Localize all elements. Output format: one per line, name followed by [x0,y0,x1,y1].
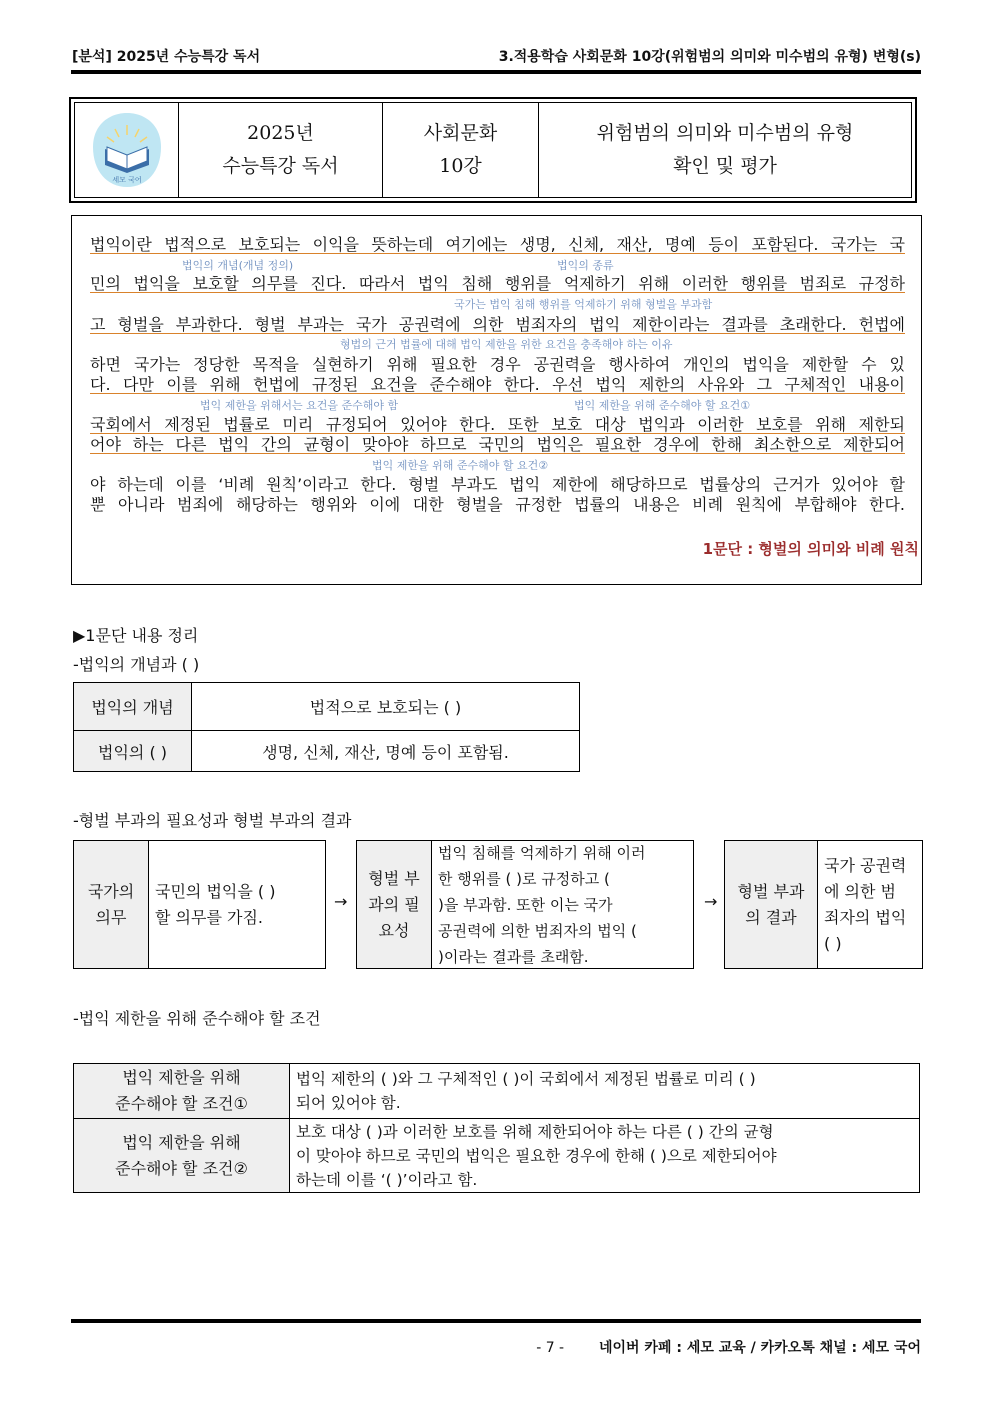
title-box [69,97,917,203]
page-number: - 7 - [536,1340,565,1356]
passage-line: 하면 국가는 정당한 목적을 실현하기 위해 필요한 경우 공권력을 행사하여 개인의 법익을 제한할 수 있 [90,355,905,374]
condition2-label: 법익 제한을 위해 준수해야 할 조건② [74,1119,290,1193]
annotation: 법익 제한을 위해 준수해야 할 요건① [574,399,751,412]
passage-line: 어야 하는 다른 법익 간의 균형이 맞아야 하므로 국민의 법익은 필요한 경우에 한해 최소한으로 제한되어 [90,435,905,454]
flow-text: 국민의 법익을 ( ) 할 의무를 가짐. [155,881,276,927]
logo-cell [75,103,179,197]
annotation: 법익의 종류 [557,259,614,272]
title-cell-topic [539,103,911,197]
annotation: 국가는 법익 침해 행위를 억제하기 위해 형벌을 부과함 [454,298,713,311]
title-cell-book [179,103,383,197]
header-left: [분석] 2025년 수능특강 독서 [72,49,261,65]
flow-text: 국가 공권력 에 의한 범 죄자의 법익 ( ) [824,855,907,953]
footer [536,1337,921,1357]
flow-text: 법익 침해를 억제하기 위해 이러 한 행위를 ( )로 규정하고 ( )을 부과함. 또한 이는 국가 공권력에 의한 범죄자의 법익 ( )이라는 결과를 초래함. [438,843,646,966]
summary-heading: ▶1문단 내용 정리 [73,626,199,645]
flow-label: 형벌 부과 의 결과 [725,841,818,968]
title-cell-lesson [383,103,539,197]
passage-line: 다. 다만 이를 위해 헌법에 규정된 요건을 준수해야 한다. 우선 법익 제한의 사유와 그 구체적인 내용이 [90,375,905,394]
conditions-table [73,1063,920,1193]
passage-line: 법익이란 법적으로 보호되는 이익을 뜻하는데 여기에는 생명, 신체, 재산, 명예 등이 포함된다. 국가는 국 [90,235,905,254]
footer-text: 네이버 카페 : 세모 교육 / 카카오톡 채널 : 세모 국어 [598,1340,921,1356]
flow-box-duty [73,840,326,969]
flow-label: 국가의 의무 [74,841,149,968]
type-value: 생명, 신체, 재산, 명예 등이 포함됨. [192,731,580,772]
arrow-icon: → [334,892,348,911]
section-title-penalty: -형벌 부과의 필요성과 형벌 부과의 결과 [73,811,352,830]
passage-line: 국회에서 제정된 법률로 미리 규정되어 있어야 한다. 또한 보호 대상 법익과 이러한 보호를 위해 제한되 [90,415,905,434]
section-title-conditions: -법익 제한을 위해 준수해야 할 조건 [73,1009,321,1028]
arrow-icon: → [704,892,718,911]
flow-box-necessity [356,840,694,969]
annotation: 법익의 개념(개념 정의) [182,259,294,272]
passage-box [71,215,922,585]
concept-table [73,682,580,772]
passage-line: 뿐 아니라 범죄에 해당하는 행위와 이에 대한 형벌을 규정한 법률의 내용은 비례 원칙에 부합해야 한다. [90,495,905,514]
title-book: 수능특강 독서 [222,155,339,177]
type-label: 법익의 ( ) [74,731,192,772]
flow-label: 형벌 부 과의 필 요성 [357,841,432,968]
top-rule [71,70,921,74]
title-review: 확인 및 평가 [673,155,777,177]
annotation: 법익 제한을 위해서는 요건을 준수해야 함 [200,399,399,412]
concept-value: 법적으로 보호되는 ( ) [192,683,580,731]
section-title-concept: -법익의 개념과 ( ) [73,655,200,674]
title-year: 2025년 [247,122,314,144]
passage-line: 고 형벌을 부과한다. 형벌 부과는 국가 공권력에 의한 범죄자의 법익 제한이라는 결과를 초래한다. 헌법에 [90,315,905,334]
title-subject: 사회문화 [423,122,498,144]
condition1-label: 법익 제한을 위해 준수해야 할 조건① [74,1064,290,1119]
concept-label: 법익의 개념 [74,683,192,731]
annotation: 법익 제한을 위해 준수해야 할 요건② [372,459,549,472]
passage-line: 야 하는데 이를 ‘비례 원칙’이라고 한다. 형벌 부과도 법익 제한에 해당하므로 법률상의 근거가 있어야 할 [90,475,905,494]
paragraph-label: 1문단 : 형벌의 의미와 비례 원칙 [702,540,919,558]
passage-line: 민의 법익을 보호할 의무를 진다. 따라서 법익 침해 행위를 억제하기 위해 이러한 행위를 범죄로 규정하 [90,274,905,293]
flow-box-result [724,840,923,969]
condition2-text: 보호 대상 ( )과 이러한 보호를 위해 제한되어야 하는 다른 ( ) 간의 균형 이 맞아야 하므로 국민의 법익은 필요한 경우에 한해 ( )으로 제한되어야 하는데 이를 ‘( )’이라고 함. [290,1119,920,1193]
title-lesson: 10강 [439,155,482,177]
logo-text: 세모 국어 [111,176,142,184]
header-right: 3.적용학습 사회문화 10강(위험범의 의미와 미수범의 유형) 변형(s) [498,49,921,65]
title-topic: 위험범의 의미와 미수범의 유형 [596,122,854,144]
annotation: 형법의 근거 법률에 대해 법익 제한을 위한 요건을 충족해야 하는 이유 [340,338,673,351]
condition1-text: 법익 제한의 ( )와 그 구체적인 ( )이 국회에서 제정된 법률로 미리 ( ) 되어 있어야 함. [290,1064,920,1119]
bottom-rule [71,1319,921,1323]
book-logo-icon [87,109,167,191]
